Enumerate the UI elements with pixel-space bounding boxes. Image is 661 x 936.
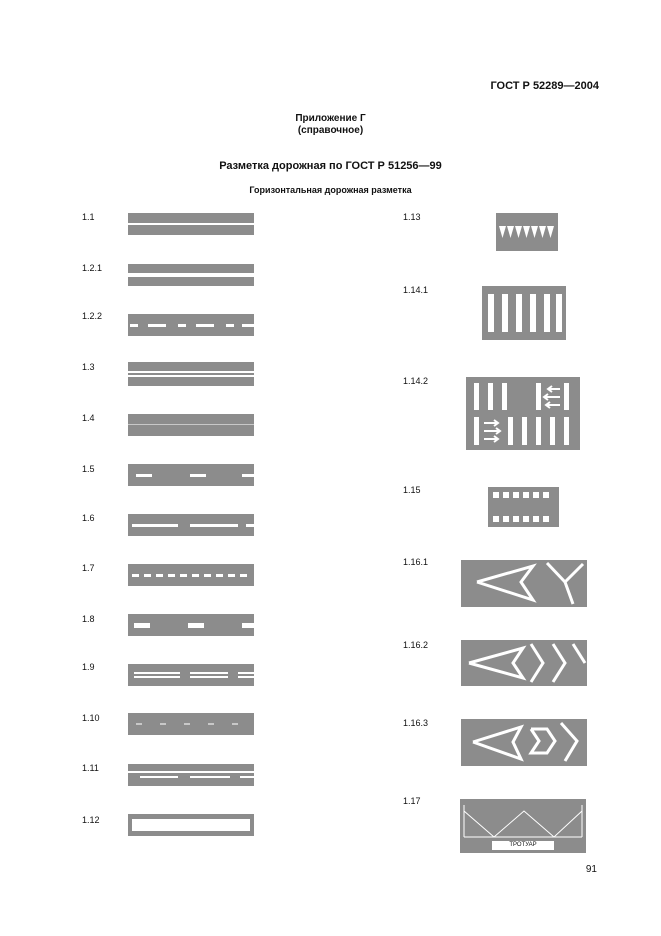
- marking-label: 1.11: [82, 763, 99, 773]
- marking-label: 1.15: [403, 485, 421, 495]
- marking-label: 1.5: [82, 464, 95, 474]
- marking-label: 1.12: [82, 815, 100, 825]
- page-number: 91: [585, 864, 597, 875]
- marking-label: 1.16.2: [403, 640, 429, 650]
- marking-label: 1.7: [82, 563, 95, 573]
- marking-label: 1.9: [82, 662, 95, 672]
- marking-1-4-image: [128, 414, 254, 436]
- marking-1-16-1-image: [461, 560, 587, 607]
- marking-1-17-image: [460, 799, 586, 853]
- marking-1-9-image: [128, 664, 254, 686]
- marking-label: 1.10: [82, 713, 100, 723]
- marking-1-11-image: [128, 764, 254, 786]
- marking-1-14-2-image: [466, 377, 580, 450]
- marking-label: 1.1: [82, 212, 95, 222]
- main-title: Разметка дорожная по ГОСТ Р 51256—99: [219, 160, 442, 172]
- marking-1-16-3-image: [461, 719, 587, 766]
- marking-1-10-image: [128, 713, 254, 735]
- marking-1-13-image: [496, 213, 558, 251]
- marking-label: 1.14.1: [403, 285, 429, 295]
- marking-1-5-image: [128, 464, 254, 486]
- marking-1-2-1-image: [128, 264, 254, 286]
- marking-1-7-image: [128, 564, 254, 586]
- appendix-note: (справочное): [297, 125, 364, 136]
- marking-1-15-image: [488, 487, 559, 527]
- marking-1-12-image: [128, 814, 254, 836]
- marking-1-2-2-image: [128, 314, 254, 336]
- appendix-title: Приложение Г: [295, 113, 366, 124]
- marking-1-14-1-image: [482, 286, 566, 340]
- sidewalk-sign: ТРОТУАР: [492, 841, 554, 850]
- marking-1-1-image: [128, 213, 254, 235]
- marking-1-16-2-image: [461, 640, 587, 686]
- marking-label: 1.2.2: [82, 311, 103, 321]
- standard-number: ГОСТ Р 52289—2004: [490, 80, 599, 92]
- marking-label: 1.14.2: [403, 376, 429, 386]
- section-subtitle: Горизонтальная дорожная разметка: [249, 185, 412, 195]
- marking-label: 1.13: [403, 212, 421, 222]
- marking-label: 1.16.1: [403, 557, 429, 567]
- marking-label: 1.8: [82, 614, 95, 624]
- marking-label: 1.16.3: [403, 718, 429, 728]
- marking-1-3-image: [128, 362, 254, 386]
- marking-label: 1.3: [82, 362, 95, 372]
- marking-label: 1.2.1: [82, 263, 103, 273]
- marking-label: 1.4: [82, 413, 95, 423]
- marking-1-6-image: [128, 514, 254, 536]
- marking-label: 1.17: [403, 796, 421, 806]
- marking-label: 1.6: [82, 513, 95, 523]
- marking-1-8-image: [128, 614, 254, 636]
